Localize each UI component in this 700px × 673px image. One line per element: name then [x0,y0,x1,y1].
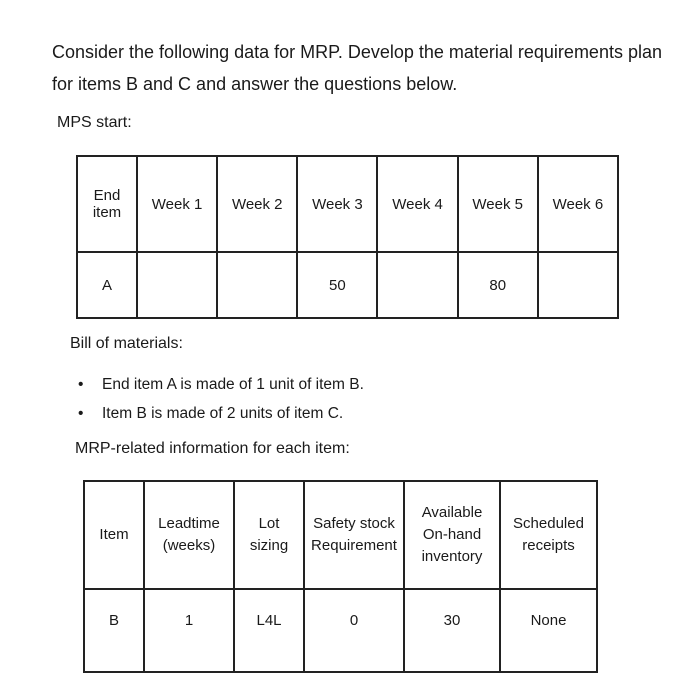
mps-label: MPS start: [57,114,132,131]
mps-header-week: Week 3 [297,156,377,252]
mps-header-end-item: End item [77,156,137,252]
mrp-header-leadtime: Leadtime (weeks) [144,481,234,589]
mps-value-cell [377,252,457,318]
mps-value-cell [217,252,297,318]
problem-statement: Consider the following data for MRP. Develop the material requirements plan for items B and C and answer the questions below. [52,42,662,94]
mps-value-cell [538,252,618,318]
mps-header-week: Week 1 [137,156,217,252]
mrp-header-row [84,481,597,589]
mps-header-week: Week 6 [538,156,618,252]
mrp-header-item: Item [84,481,144,589]
mps-value-cell: 80 [458,252,538,318]
mps-value-cell: 50 [297,252,377,318]
mps-data-row [77,252,618,318]
mrp-header-safety-stock: Safety stock Requirement [304,481,404,589]
mrp-onhand-cell: 30 [404,589,500,672]
bom-item: • End item A is made of 1 unit of item B. [78,370,364,399]
bom-item: • Item B is made of 2 units of item C. [78,399,364,428]
mps-value-cell [137,252,217,318]
mps-header-row [77,156,618,252]
mps-header-week: Week 4 [377,156,457,252]
mrp-lot-cell: L4L [234,589,304,672]
mrp-header-on-hand: Available On-hand inventory [404,481,500,589]
bom-list [78,370,364,428]
mrp-safety-cell: 0 [304,589,404,672]
bom-title: Bill of materials: [70,335,183,352]
mps-table [76,155,619,319]
mrp-header-scheduled-receipts: Scheduled receipts [500,481,597,589]
mrp-info-title: MRP-related information for each item: [75,440,350,457]
mps-item-cell: A [77,252,137,318]
mrp-receipts-cell: None [500,589,597,672]
mrp-info-table [83,480,598,673]
mrp-leadtime-cell: 1 [144,589,234,672]
mrp-data-row [84,589,597,672]
mrp-item-cell: B [84,589,144,672]
mps-header-week: Week 5 [458,156,538,252]
mps-header-week: Week 2 [217,156,297,252]
mrp-header-lot-sizing: Lot sizing [234,481,304,589]
